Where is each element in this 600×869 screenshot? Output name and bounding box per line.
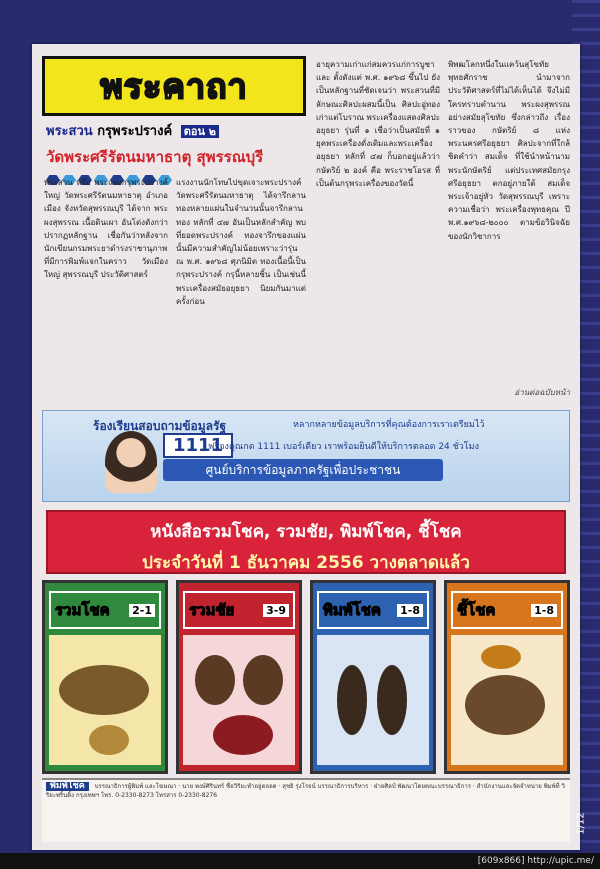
- cover-title: รวมชัย: [189, 601, 235, 619]
- magazine-covers: [42, 580, 570, 774]
- continue-note: อ่านต่อฉบับหน้า: [514, 388, 570, 397]
- cover-header: [183, 591, 295, 629]
- cover-title: รวมโชค: [55, 601, 110, 619]
- hotline-number: 1111: [163, 433, 233, 458]
- cover-issue: 1-8: [397, 604, 423, 617]
- promo-line-2: ประจำวันที่ 1 ธันวาคม 2556 วางตลาดแล้ว: [142, 553, 470, 573]
- logo-text: พระคาถา: [100, 67, 248, 107]
- magazine-cover: [310, 580, 436, 774]
- cover-header: [451, 591, 563, 629]
- amulet-image: [465, 675, 545, 735]
- promo-line-1: หนังสือรวมโชค, รวมชัย, พิมพ์โชค, ชี้โชค: [150, 522, 462, 542]
- publisher-footer: [42, 778, 570, 842]
- magazine-page: [32, 44, 580, 850]
- cover-artwork: [183, 635, 295, 765]
- cover-title: พิมพ์โชค: [323, 601, 381, 619]
- article-subtitle: วัดพระศรีรัตนมหาธาตุ สุพรรณบุรี: [46, 148, 264, 166]
- publisher-credits: บรรณาธิการผู้พิมพ์ และโฆษณา · นาย พงษ์ศิรินทร์ ซื่อวิริยะทำอยู่ตลอด · สุชยิ รุ่งโรจน์ บรรณาธิการบริหาร · ฝ่ายศิลป์ พัฒนาโดยคณะบรรณาธิการ · สำนักงานและจัดจำหน่าย พิมพ์ที่ วิริยะพริ้นติ้ง กรุงเทพฯ โทร. 0-2330-8273 โทรสาร 0-2330-8276: [46, 783, 565, 799]
- cover-artwork: [451, 635, 563, 765]
- article-column-1: พระสวน หรือ พระแผงกรุพระปรางค์ใหญ่ วัดพระศรีรัตนมหาธาตุ อำเภอเมือง จังหวัดสุพรรณบุรี ได้จาก พระผงสุพรรณ เนื้อดินเผา อันโด่งดังกว่าปรากฏหลักฐาน เชื่อกันว่าหลังจาก นักเขียนกรมพระยาดำรงราชานุภาพ ที่มีการพิมพ์แจกในคราว วัดเมืองใหญ่ สุพรรณบุรี ประวัติศาสตร์: [44, 178, 168, 280]
- promo-banner: [46, 510, 566, 574]
- operator-avatar: [105, 431, 157, 493]
- cover-artwork: [317, 635, 429, 765]
- article-column-3: อายุความเก่าแก่สมควรแก่การบูชาและ ตั้งดังแต่ พ.ศ. ๑๙๖๘ ขึ้นไป ยังเป็นหลักฐานที่ชัดเจนว่า พระสวนที่มีลักษณะศิลปะผสมนี้เป็น ศิลปะอู่ทองเก่าแต่โบราณ พระเครื่องแสดงศิลปะอยุธยา รุ่นที่ ๑ เชื่อว่าเป็นสมัยที่ ๑ ยุคพระเครื่องดั่งเดิมและพระเครื่องอยุธยา หลักที่ ๔๗ ก็บอกอยู่แล้วว่า กษัตริย์ ๒ องค์ คือ พระราชโอรส ที่เป็นต้นกรุพระเครื่องของวัดนี้: [316, 60, 440, 188]
- masthead-logo: [42, 56, 306, 116]
- amulet-image: [481, 645, 521, 669]
- amulet-image: [213, 715, 273, 755]
- image-watermark: [609x866] http://upic.me/: [0, 853, 600, 869]
- article-column-4: พิพฒโลกหนึ่งในแคว้นสุโขทัย พุทธศักราช นำมาจากประวัติศาสตร์ที่ไม่ได้เห็นได้ จึงไม่มีใครทราบตำนาน พระผงสุพรรณอย่างสมัยสุโขทัย ซึ่งกล่าวถึง เรื่องราวของ กษัตริย์ ๘ แห่ง พระนครศรีอยุธยา ศิลปะจากที่ใกล้ชิดคำว่า สมเด็จ ที่ใช้นำหน้านามพระนักษัตริย์ แต่ประเทศสมัยกรุงศรีอยุธยา ตกอยู่ภายใต้ สมเด็จพระเจ้าอยู่หัว วัดสุพรรณบุรี เพราะความเชื่อว่า พระเครื่องพุทธคุณ ปี พ.ศ.๑๙๖๘-๒๐๐๐ ตามข้อวินิจฉัยของนักวิชาการ: [448, 60, 570, 241]
- amulet-image: [377, 665, 407, 735]
- amulet-image: [243, 655, 283, 705]
- cover-header: [49, 591, 161, 629]
- article-series: [46, 120, 306, 141]
- gov-info-banner: [42, 410, 570, 502]
- cover-issue: 1-8: [531, 604, 557, 617]
- banner-call-text: ฟรีจงคุณกด 1111 เบอร์เดียว เราพร้อมยินดีให้บริการตลอด 24 ชั่วโมง: [208, 442, 479, 452]
- amulet-image: [195, 655, 235, 705]
- cover-artwork: [49, 635, 161, 765]
- publisher-label: พิมพ์โชค: [46, 782, 89, 791]
- banner-tagline: หลากหลายข้อมูลบริการที่คุณต้องการเราเตรียมไว้: [293, 420, 485, 430]
- cover-header: [317, 591, 429, 629]
- banner-center-name: ศูนย์บริการข้อมูลภาครัฐเพื่อประชาชน: [163, 459, 443, 481]
- section-label: พระสวน: [46, 124, 93, 139]
- magazine-cover: [42, 580, 168, 774]
- page-number: 1/12: [575, 812, 587, 835]
- cover-issue: 3-9: [263, 604, 289, 617]
- amulet-image: [89, 725, 129, 755]
- cover-title: ชี้โชค: [457, 601, 496, 619]
- cover-issue: 2-1: [129, 604, 155, 617]
- magazine-cover: [444, 580, 570, 774]
- article-column-2: แรงงานนักโทษไปขุดเจาะพระปรางค์วัดพระศรีรัตนมหาธาตุ ได้จารึกลานทองหลายแผ่นในจำนวนนั้นจารึกลานทอง หลักที่ ๔๗ อันเป็นหลักสำคัญ พบที่ยอดพระปรางค์ ทองจารึกของแผ่นนั้นมีความสำคัญไม่น้อยเพราะว่ารุ่น ณ พ.ศ. ๑๙๖๘ ศุภนิมิต ทองเนื้อนี้เป็น กรุพระปรางค์ กรุนี้หลายชิ้น เป็นเช่นนี้ พระเครื่องสมัยอยุธยา นิยมกันมาแต่ครั้งก่อน: [176, 178, 306, 306]
- part-badge: ตอน ๒: [181, 125, 219, 138]
- amulet-image: [337, 665, 367, 735]
- magazine-cover: [176, 580, 302, 774]
- amulet-image: [59, 665, 149, 715]
- series-label: กรุพระปรางค์: [97, 124, 173, 139]
- banner-heading: ร้องเรียนสอบถามข้อมูลรัฐ: [93, 419, 227, 433]
